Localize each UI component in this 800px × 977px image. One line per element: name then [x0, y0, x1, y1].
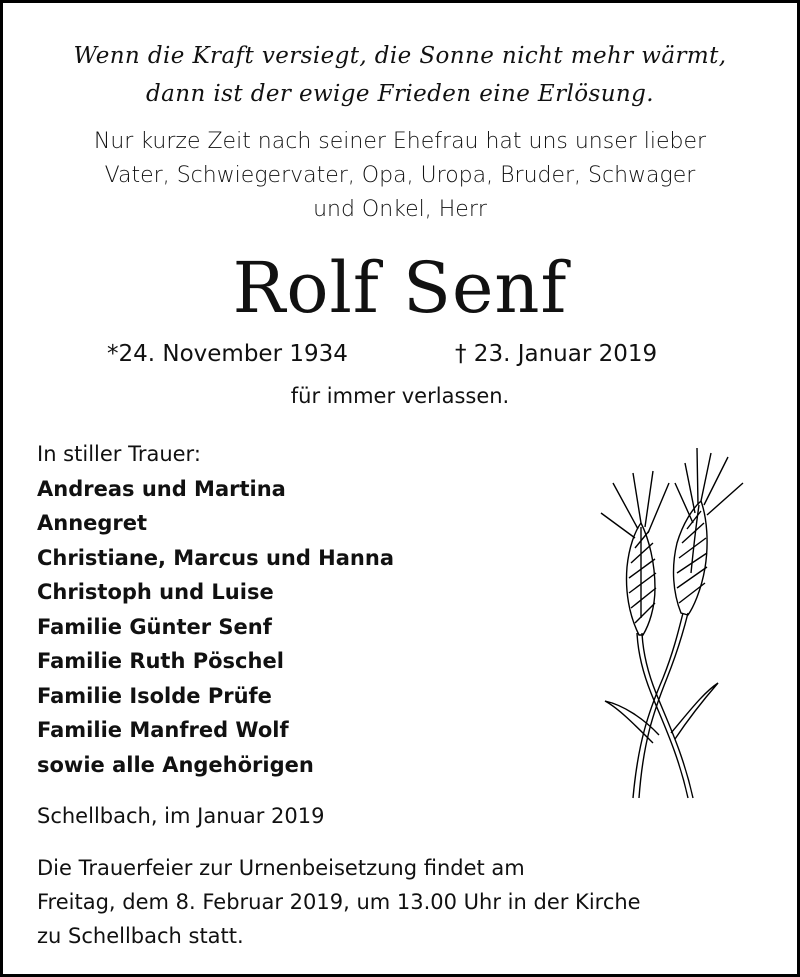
motto-line-1: Wenn die Kraft versiegt, die Sonne nicht mehr wärmt,	[73, 43, 727, 69]
birth-date: *24. November 1934	[107, 341, 348, 367]
mourner-name: Familie Isolde Prüfe	[37, 683, 272, 708]
mourner-name: sowie alle Angehörigen	[37, 752, 314, 777]
intro-line-3: und Onkel, Herr	[313, 197, 487, 222]
mourner-name: Familie Günter Senf	[37, 614, 272, 639]
intro-line-1: Nur kurze Zeit nach seiner Ehefrau hat uns unser lieber	[93, 129, 707, 154]
mourner-name: Christoph und Luise	[37, 580, 274, 604]
service-line-3: zu Schellbach statt.	[37, 924, 244, 948]
mourner-name: Familie Manfred Wolf	[37, 718, 289, 742]
mourners-list	[37, 437, 394, 782]
motto-line-2: dann ist der ewige Frieden eine Erlösung.	[146, 81, 654, 107]
left-us-text: für immer verlassen.	[290, 384, 510, 408]
mourners-heading: In stiller Trauer:	[37, 442, 201, 466]
place-date: Schellbach, im Januar 2019	[37, 804, 325, 828]
intro-text	[3, 125, 797, 227]
mourner-name: Christiane, Marcus und Hanna	[37, 545, 394, 570]
mourner-name: Andreas und Martina	[37, 476, 286, 501]
mourner-name: Familie Ruth Pöschel	[37, 649, 284, 673]
wheat-ears-icon	[593, 443, 753, 803]
intro-line-2: Vater, Schwiegervater, Opa, Uropa, Bruder, Schwager	[104, 163, 696, 188]
deceased-name: Rolf Senf	[232, 247, 568, 329]
motto-verse	[3, 37, 797, 113]
funeral-service-info	[37, 851, 777, 953]
death-date: † 23. Januar 2019	[455, 341, 658, 367]
service-line-2: Freitag, dem 8. Februar 2019, um 13.00 Uhr in der Kirche	[37, 890, 641, 914]
service-line-1: Die Trauerfeier zur Urnenbeisetzung findet am	[37, 856, 525, 880]
mourner-name: Annegret	[37, 511, 148, 535]
